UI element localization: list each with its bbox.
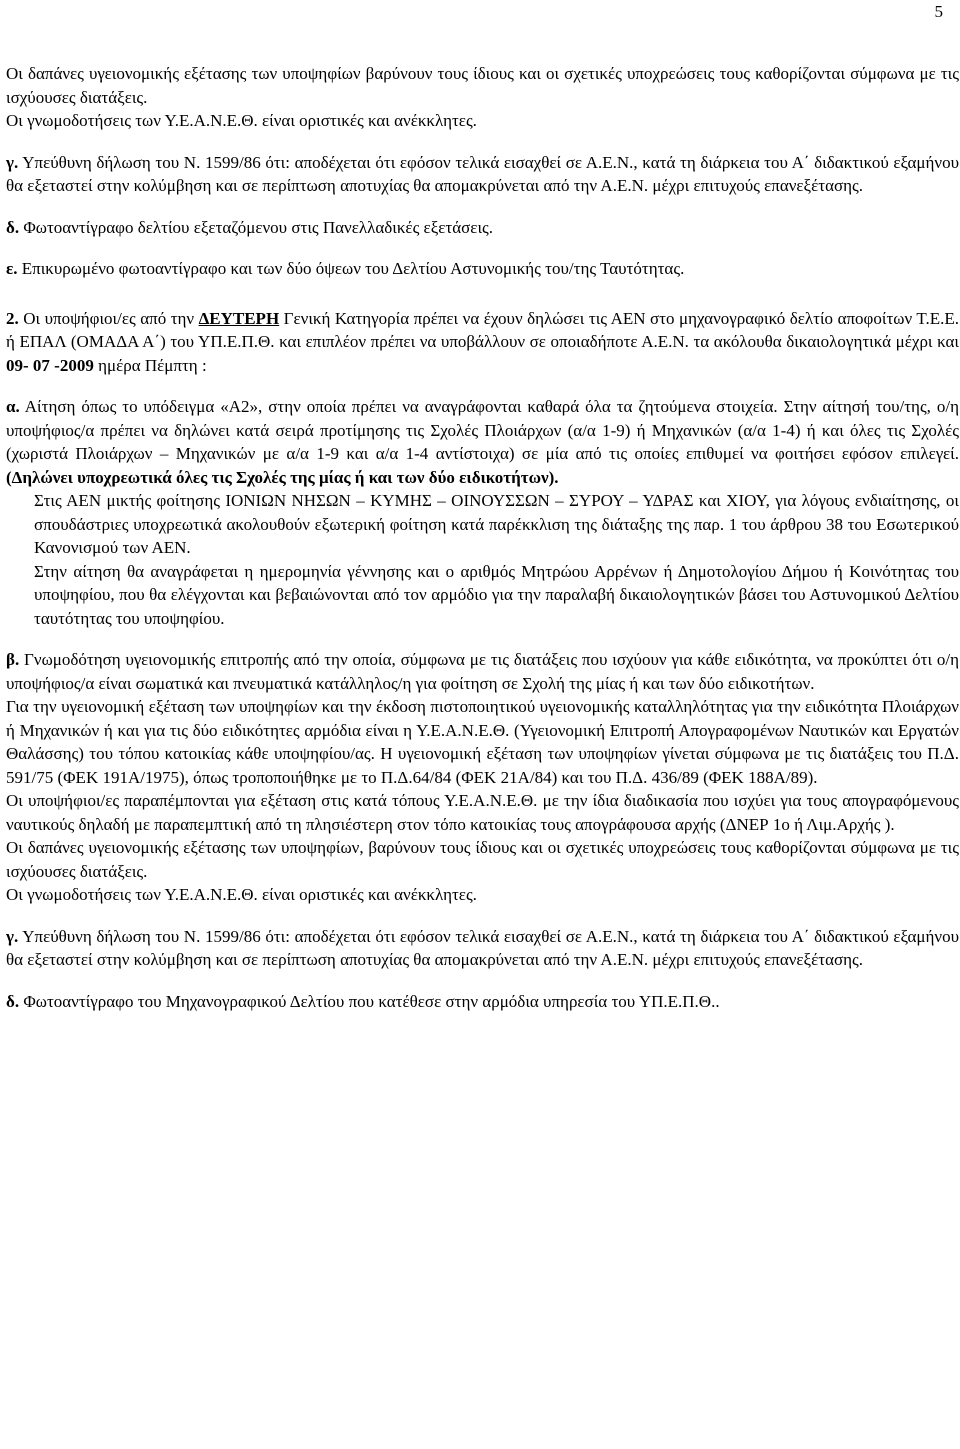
item-text: Φωτοαντίγραφο του Μηχανογραφικού Δελτίου που κατέθεσε στην αρμόδια υπηρεσία του ΥΠ.Ε.Π.Θ.. (19, 991, 720, 1011)
section-2-intro (6, 307, 959, 378)
page-number: 5 (934, 2, 943, 21)
paragraph-exam-costs: Οι δαπάνες υγειονομικής εξέτασης των υποψηφίων βαρύνουν τους ίδιους και οι σχετικές υποχρεώσεις τους καθορίζονται σύμφωνα με τις ισχύουσες διατάξεις. (6, 64, 959, 107)
item-marker: γ. (6, 152, 19, 172)
bold-end: . (554, 467, 559, 487)
item-d-exam-card (6, 216, 959, 240)
paragraph-health-exam: Για την υγειονομική εξέταση των υποψηφίων και την έκδοση πιστοποιητικού υγειονομικής καταλληλότητας για την ειδικότητα Πλοιάρχων ή Μηχανικών ή και για τις δύο ειδικότητες αρμόδια είναι η Υ.Ε.Α.Ν.Ε.Θ. (Υγειονομική Επιτροπή Απογραφομένων Ναυτικών και Εργατών Θαλάσσης) του τόπου κατοικίας κάθε υποψηφίου/ας. Η υγειονομική εξέταση των υποψηφίων γίνεται σύμφωνα με τις διατάξεις του Π.Δ. 591/75 (ΦΕΚ 191Α/1975), όπως τροποποιήθηκε με το Π.Δ.64/84 (ΦΕΚ 21Α/84) και του Π.Δ. 436/89 (ΦΕΚ 188Α/89). (6, 697, 959, 787)
item-text: Γνωμοδότηση υγειονομικής επιτροπής από την οποία, σύμφωνα με τις διατάξεις που ισχύουν για κάθε ειδικότητα, να προκύπτει ότι ο/η υποψήφιος/α είναι σωματικά και πνευματικά κατάλληλος/η για φοίτηση σε Σχολή της μίας ή και των δύο ειδικοτήτων. (6, 650, 959, 693)
item-text: Επικυρωμένο φωτοαντίγραφο και των δύο όψεων του Δελτίου Αστυνομικής του/της Ταυτότητας. (17, 259, 685, 278)
item-marker: β. (6, 650, 20, 669)
deadline-date: 09- 07 -2009 (6, 355, 94, 375)
item-marker: ε. (6, 259, 18, 278)
item-g-declaration (6, 151, 959, 198)
item-g-declaration-2 (6, 925, 959, 972)
item-beta-health (6, 648, 959, 695)
item-text: Φωτοαντίγραφο δελτίου εξεταζόμενου στις Πανελλαδικές εξετάσεις. (19, 217, 494, 237)
paragraph-opinions-2: Οι γνωμοδοτήσεις των Υ.Ε.Α.Ν.Ε.Θ. είναι οριστικές και ανέκκλητες. (6, 885, 477, 904)
item-marker: δ. (6, 991, 20, 1011)
item-d-form-copy (6, 990, 959, 1014)
item-marker: α. (6, 397, 20, 416)
bold-note: (Δηλώνει υποχρεωτικά όλες τις Σχολές της μίας ή και των δύο ειδικοτήτων) (6, 467, 555, 487)
paragraph-referral: Οι υποψήφιοι/ες παραπέμπονται για εξέταση στις κατά τόπους Υ.Ε.Α.Ν.Ε.Θ. με την ίδια διαδικασία που ισχύει για τους απογραφόμενους ναυτικούς δηλαδή με παραπεμπτική από τη πλησιέστερη στον τόπο κατοικίας τους απογράφουσα αρχής (ΔΝΕΡ 1ο ή Λιμ.Αρχής ). (6, 791, 959, 834)
section-text: Οι υποψήφιοι/ες από την (18, 308, 199, 328)
paragraph-application-note: Στην αίτηση θα αναγράφεται η ημερομηνία γέννησης και ο αριθμός Μητρώου Αρρένων ή Δημοτολογίου Δήμου ή Κοινότητας του υποψηφίου, που θα ελέγχονται και βεβαιώνονται από τον αρμόδιο για την παραλαβή δικαιολογητικών βάσει του Αστυνομικού Δελτίου ταυτότητας του υποψηφίου. (34, 561, 959, 628)
document-page (6, 0, 959, 1013)
item-text: Υπεύθυνη δήλωση του Ν. 1599/86 ότι: αποδέχεται ότι εφόσον τελικά εισαχθεί σε Α.Ε.Ν., κατά τη διάρκεια του Α΄ διδακτικού εξαμήνου θα εξεταστεί στην κολύμβηση και σε περίπτωση αποτυχίας θα απομακρύνεται από την Α.Ε.Ν. μέχρι επιτυχούς επανεξέτασης. (6, 152, 959, 195)
category-name: ΔΕΥΤΕΡΗ (198, 308, 280, 328)
item-text: Υπεύθυνη δήλωση του Ν. 1599/86 ότι: αποδέχεται ότι εφόσον τελικά εισαχθεί σε Α.Ε.Ν., κατά τη διάρκεια του Α΄ διδακτικού εξαμήνου θα εξεταστεί στην κολύμβηση και σε περίπτωση αποτυχίας θα απομακρύνεται από την Α.Ε.Ν. μέχρι επιτυχούς επανεξέτασης. (6, 926, 959, 969)
paragraph-exam-costs-2: Οι δαπάνες υγειονομικής εξέτασης των υποψηφίων, βαρύνουν τους ίδιους και οι σχετικές υποχρεώσεις τους καθορίζονται σύμφωνα με τις ισχύουσες διατάξεις. (6, 838, 959, 881)
item-e-id-copy (6, 257, 959, 281)
paragraph-mixed-schools: Στις ΑΕΝ μικτής φοίτησης ΙΟΝΙΩΝ ΝΗΣΩΝ – ΚΥΜΗΣ – ΟΙΝΟΥΣΣΩΝ – ΣΥΡΟΥ – ΥΔΡΑΣ και ΧΙΟΥ, για λόγους ενδιαίτησης, οι σπουδάστριες υποχρεωτικά ακολουθούν εξωτερική φοίτηση κατά παρέκκλιση της διάταξης της παρ. 1 του άρθρου 38 του Εσωτερικού Κανονισμού των ΑΕΝ. (34, 491, 959, 557)
section-text: ημέρα Πέμπτη : (93, 355, 207, 375)
paragraph-opinions: Οι γνωμοδοτήσεις των Υ.Ε.Α.Ν.Ε.Θ. είναι οριστικές και ανέκκλητες. (6, 111, 477, 130)
section-text: Γενική Κατηγορία πρέπει να έχουν δηλώσει τις ΑΕΝ στο μηχανογραφικό δελτίο αποφοίτων Τ.Ε.Ε. ή ΕΠΑΛ (ΟΜΑΔΑ Α΄) του ΥΠ.Ε.Π.Θ. και επιπλέον πρέπει να υποβάλλουν σε οποιαδήποτε Α.Ε.Ν. τα ακόλουθα δικαιολογητικά μέχρι και (6, 308, 959, 351)
item-text: Αίτηση όπως το υπόδειγμα «Α2», στην οποία πρέπει να αναγράφονται καθαρά όλα τα ζητούμενα στοιχεία. Στην αίτησή του/της, ο/η υποψήφιος/α πρέπει να δηλώνει κατά σειρά προτίμησης τις Σχολές Πλοιάρχων (α/α 1-9) ή Μηχανικών (α/α 1-4) ή και όλες τις Σχολές (χωριστά Πλοιάρχων – Μηχανικών με α/α 1-9 και α/α 1-4 αντίστοιχα) σε μία από τις οποίες επιθυμεί να φοιτήσει εφόσον επιλεγεί. (6, 397, 959, 463)
item-alpha-application (6, 395, 959, 489)
item-marker: γ. (6, 926, 19, 946)
section-number: 2. (6, 308, 19, 328)
item-marker: δ. (6, 217, 20, 237)
